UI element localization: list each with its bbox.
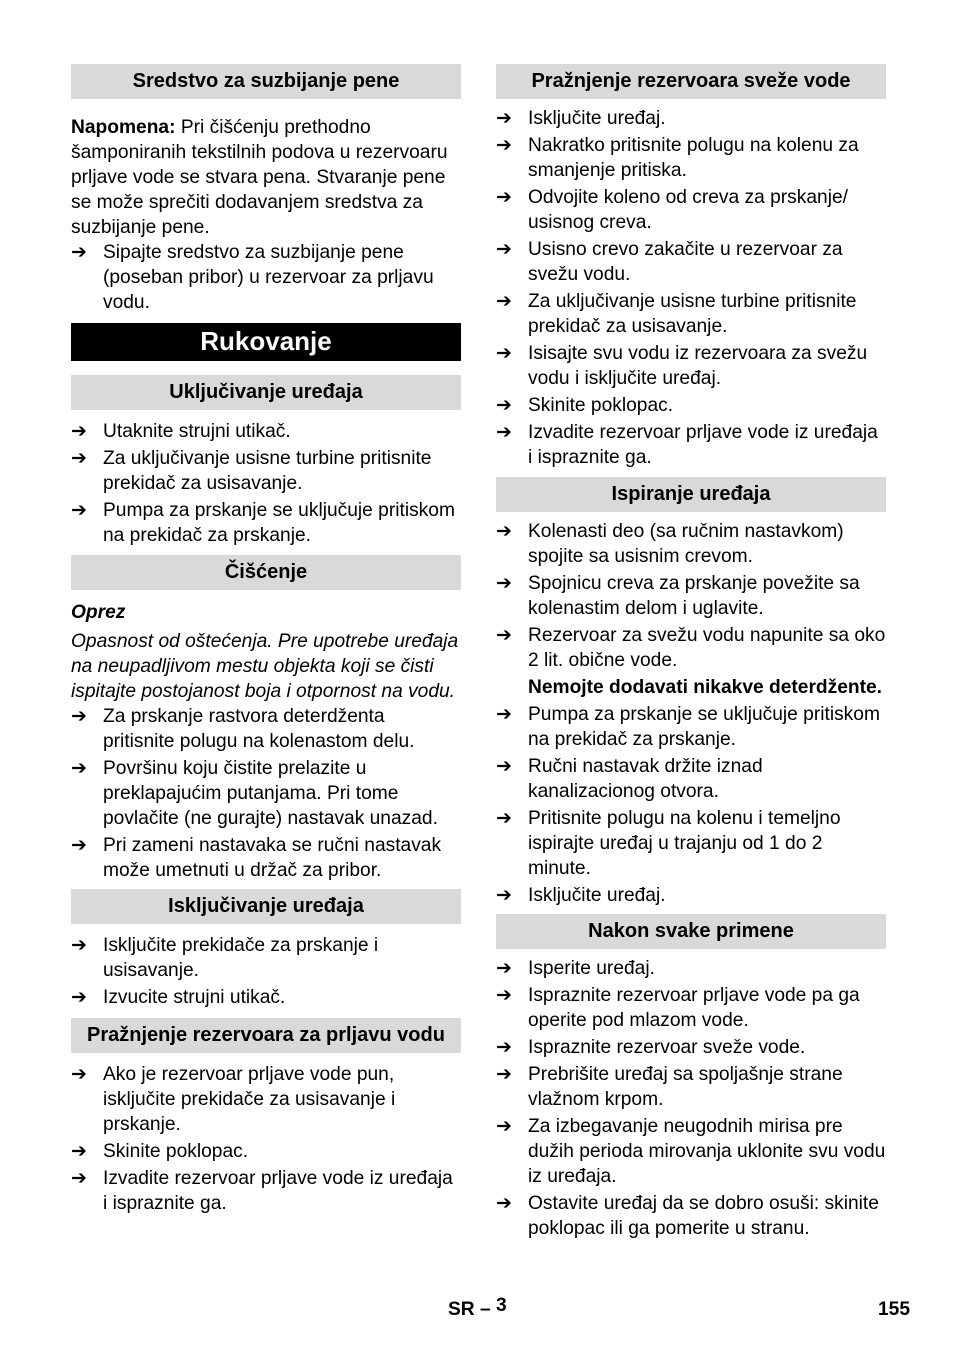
arrow-icon: ➔ bbox=[71, 1168, 87, 1189]
arrow-icon: ➔ bbox=[496, 108, 512, 129]
list-item bbox=[496, 106, 886, 131]
list-item bbox=[496, 1114, 886, 1189]
arrow-icon: ➔ bbox=[496, 985, 512, 1006]
page-number: 155 bbox=[878, 1299, 911, 1320]
list-item bbox=[496, 702, 886, 752]
list-item bbox=[496, 1191, 886, 1241]
list-item-text: Spojnicu creva za prskanje povežite sa kolenastim delom i uglavite. bbox=[528, 573, 860, 619]
list-item bbox=[496, 341, 886, 391]
list-item-text: Skinite poklopac. bbox=[528, 395, 674, 416]
list-item-text: Pri zameni nastavaka se ručni nastavak može umetnuti u držač za pribor. bbox=[103, 835, 442, 881]
section-heading-switch-off: Isključivanje uređaja bbox=[71, 889, 461, 924]
list-item bbox=[71, 498, 461, 548]
list-item-text: Pumpa za prskanje se uključuje pritiskom na prekidač za prskanje. bbox=[528, 704, 880, 750]
list-item-text: Za uključivanje usisne turbine pritisnite prekidač za usisavanje. bbox=[528, 291, 857, 337]
arrow-icon: ➔ bbox=[496, 1116, 512, 1137]
rinse-warning: Nemojte dodavati nikakve deterdžente. bbox=[528, 677, 883, 698]
list-item-text: Isključite prekidače za prskanje i usisavanje. bbox=[103, 935, 379, 981]
list-item-text: Prebrišite uređaj sa spoljašnje strane vlažnom krpom. bbox=[528, 1064, 843, 1110]
footer-section-page: 3 bbox=[496, 1295, 507, 1316]
arrow-icon: ➔ bbox=[71, 706, 87, 727]
list-item-text: Za izbegavanje neugodnih mirisa pre dužih perioda mirovanja uklonite svu vodu iz uređaja. bbox=[528, 1116, 886, 1187]
list-item bbox=[71, 833, 461, 883]
list-item-text: Isključite uređaj. bbox=[528, 108, 666, 129]
arrow-icon: ➔ bbox=[496, 885, 512, 906]
footer-separator: – bbox=[474, 1299, 496, 1320]
list-item bbox=[71, 704, 461, 754]
list-item-text: Izvadite rezervoar prljave vode iz uređaja i ispraznite ga. bbox=[103, 1168, 453, 1214]
list-item bbox=[496, 571, 886, 621]
footer-section: SR bbox=[448, 1299, 475, 1320]
rinse-list-a bbox=[496, 519, 886, 673]
arrow-icon: ➔ bbox=[71, 1141, 87, 1162]
section-heading-switch-on: Uključivanje uređaja bbox=[71, 375, 461, 410]
list-item bbox=[71, 1062, 461, 1137]
list-item bbox=[496, 754, 886, 804]
arrow-icon: ➔ bbox=[496, 239, 512, 260]
list-item bbox=[71, 240, 461, 315]
caution-text: Opasnost od oštećenja. Pre upotrebe uređaja na neupadljivom mestu objekta koji se čisti ispitajte postojanost boja i otpornost na vodu. bbox=[71, 631, 459, 702]
switch-on-list bbox=[71, 419, 461, 548]
list-item bbox=[71, 933, 461, 983]
list-item bbox=[496, 133, 886, 183]
note-text: Pri čišćenju prethodno šamponiranih tekstilnih podova u rezervoaru prljave vode se stvara pena. Stvaranje pene se može sprečiti dodavanjem sredstva za suzbijanje pene. bbox=[71, 117, 448, 238]
list-item-text: Kolenasti deo (sa ručnim nastavkom) spojite sa usisnim crevom. bbox=[528, 521, 844, 567]
list-item bbox=[496, 393, 886, 418]
note-paragraph bbox=[71, 115, 461, 240]
list-item bbox=[71, 985, 461, 1010]
list-item bbox=[496, 185, 886, 235]
list-item bbox=[496, 237, 886, 287]
arrow-icon: ➔ bbox=[71, 987, 87, 1008]
section-heading-rinse: Ispiranje uređaja bbox=[496, 477, 886, 512]
list-item-text: Odvojite koleno od creva za prskanje/ usisnog creva. bbox=[528, 187, 848, 233]
list-item-text: Površinu koju čistite prelazite u preklapajućim putanjama. Pri tome povlačite (ne gurajte) nastavak unazad. bbox=[103, 758, 438, 829]
list-item bbox=[496, 420, 886, 470]
switch-off-list bbox=[71, 933, 461, 1010]
arrow-icon: ➔ bbox=[496, 958, 512, 979]
arrow-icon: ➔ bbox=[496, 625, 512, 646]
list-item-text: Sipajte sredstvo za suzbijanje pene (poseban pribor) u rezervoar za prljavu vodu. bbox=[103, 242, 434, 313]
arrow-icon: ➔ bbox=[496, 521, 512, 542]
list-item bbox=[496, 519, 886, 569]
arrow-icon: ➔ bbox=[71, 242, 87, 263]
section-heading-cleaning: Čišćenje bbox=[71, 555, 461, 590]
footer-section-label bbox=[448, 1297, 507, 1322]
list-item-text: Usisno crevo zakačite u rezervoar za svežu vodu. bbox=[528, 239, 843, 285]
arrow-icon: ➔ bbox=[71, 935, 87, 956]
chapter-title-operation: Rukovanje bbox=[71, 323, 461, 361]
list-item-text: Pritisnite polugu na kolenu i temeljno ispirajte uređaj u trajanju od 1 do 2 minute. bbox=[528, 808, 841, 879]
list-item bbox=[496, 883, 886, 908]
list-item bbox=[496, 623, 886, 673]
left-column bbox=[71, 64, 461, 1218]
list-item-text: Za uključivanje usisne turbine pritisnite prekidač za usisavanje. bbox=[103, 448, 432, 494]
arrow-icon: ➔ bbox=[496, 704, 512, 725]
list-item-text: Ručni nastavak držite iznad kanalizacionog otvora. bbox=[528, 756, 763, 802]
after-use-list bbox=[496, 956, 886, 1241]
arrow-icon: ➔ bbox=[71, 448, 87, 469]
rinse-list-b bbox=[496, 702, 886, 908]
list-item-text: Skinite poklopac. bbox=[103, 1141, 249, 1162]
arrow-icon: ➔ bbox=[496, 756, 512, 777]
section-heading-empty-fresh: Pražnjenje rezervoara sveže vode bbox=[496, 64, 886, 99]
list-item bbox=[496, 1035, 886, 1060]
list-item-text: Izvucite strujni utikač. bbox=[103, 987, 286, 1008]
arrow-icon: ➔ bbox=[496, 343, 512, 364]
arrow-icon: ➔ bbox=[71, 758, 87, 779]
list-item-text: Isperite uređaj. bbox=[528, 958, 655, 979]
empty-fresh-list bbox=[496, 106, 886, 470]
list-item-text: Ostavite uređaj da se dobro osuši: skinite poklopac ili ga pomerite u stranu. bbox=[528, 1193, 879, 1239]
list-item bbox=[71, 1166, 461, 1216]
list-item bbox=[496, 806, 886, 881]
cleaning-list bbox=[71, 704, 461, 883]
list-item-text: Utaknite strujni utikač. bbox=[103, 421, 291, 442]
list-item-text: Ispraznite rezervoar sveže vode. bbox=[528, 1037, 806, 1058]
arrow-icon: ➔ bbox=[496, 422, 512, 443]
note-label: Napomena: bbox=[71, 117, 176, 138]
arrow-icon: ➔ bbox=[496, 808, 512, 829]
arrow-icon: ➔ bbox=[496, 573, 512, 594]
section-heading-empty-dirty: Pražnjenje rezervoara za prljavu vodu bbox=[71, 1018, 461, 1053]
arrow-icon: ➔ bbox=[496, 291, 512, 312]
arrow-icon: ➔ bbox=[496, 1037, 512, 1058]
list-item bbox=[496, 289, 886, 339]
arrow-icon: ➔ bbox=[496, 395, 512, 416]
list-item bbox=[496, 983, 886, 1033]
antifoam-list bbox=[71, 240, 461, 315]
list-item-text: Isisajte svu vodu iz rezervoara za svežu vodu i isključite uređaj. bbox=[528, 343, 868, 389]
list-item-text: Za prskanje rastvora deterdženta pritisnite polugu na kolenastom delu. bbox=[103, 706, 415, 752]
list-item bbox=[71, 446, 461, 496]
list-item-text: Ispraznite rezervoar prljave vode pa ga operite pod mlazom vode. bbox=[528, 985, 860, 1031]
arrow-icon: ➔ bbox=[71, 835, 87, 856]
arrow-icon: ➔ bbox=[71, 1064, 87, 1085]
arrow-icon: ➔ bbox=[496, 1193, 512, 1214]
right-column bbox=[496, 64, 886, 1243]
list-item-text: Rezervoar za svežu vodu napunite sa oko 2 lit. obične vode. bbox=[528, 625, 886, 671]
empty-dirty-list bbox=[71, 1062, 461, 1216]
arrow-icon: ➔ bbox=[71, 421, 87, 442]
list-item-text: Pumpa za prskanje se uključuje pritiskom na prekidač za prskanje. bbox=[103, 500, 455, 546]
section-heading-after-use: Nakon svake primene bbox=[496, 914, 886, 949]
list-item-text: Isključite uređaj. bbox=[528, 885, 666, 906]
arrow-icon: ➔ bbox=[496, 1064, 512, 1085]
caution-label: Oprez bbox=[71, 602, 126, 623]
list-item bbox=[71, 419, 461, 444]
arrow-icon: ➔ bbox=[496, 187, 512, 208]
arrow-icon: ➔ bbox=[496, 135, 512, 156]
list-item-text: Ako je rezervoar prljave vode pun, isključite prekidače za usisavanje i prskanje. bbox=[103, 1064, 396, 1135]
list-item-text: Izvadite rezervoar prljave vode iz uređaja i ispraznite ga. bbox=[528, 422, 878, 468]
list-item bbox=[496, 956, 886, 981]
list-item bbox=[496, 1062, 886, 1112]
list-item-text: Nakratko pritisnite polugu na kolenu za smanjenje pritiska. bbox=[528, 135, 859, 181]
list-item bbox=[71, 756, 461, 831]
section-heading-antifoam: Sredstvo za suzbijanje pene bbox=[71, 64, 461, 99]
list-item bbox=[71, 1139, 461, 1164]
arrow-icon: ➔ bbox=[71, 500, 87, 521]
